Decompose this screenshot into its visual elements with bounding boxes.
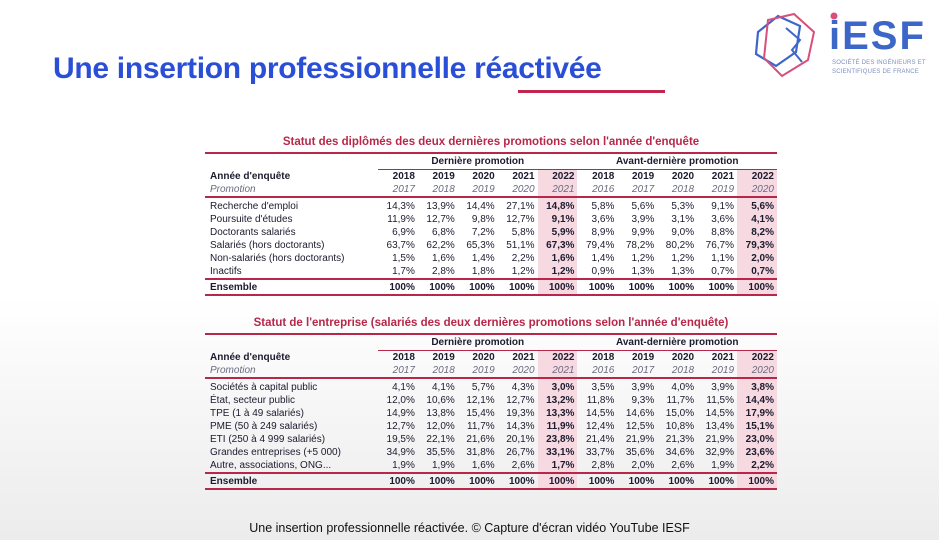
value-cell: 2,8% bbox=[591, 460, 615, 471]
table2-title: Statut de l'entreprise (salariés des deux dernières promotions selon l'année d'enquête) bbox=[205, 315, 777, 335]
value-cell: 9,9% bbox=[631, 227, 655, 238]
value-cell: 1,7% bbox=[392, 266, 415, 277]
value-cell: 10,6% bbox=[426, 395, 455, 406]
value-cell: 3,5% bbox=[591, 382, 615, 393]
value-cell: 3,9% bbox=[631, 214, 655, 225]
row-label: Grandes entreprises (+5 000) bbox=[210, 447, 341, 458]
promotion-cell: 2020 bbox=[498, 183, 538, 197]
group-previous-promotion: Avant-dernière promotion bbox=[577, 335, 777, 351]
promotion-label: Promotion bbox=[205, 183, 378, 197]
value-cell: 4,1% bbox=[431, 382, 455, 393]
value-cell: 21,9% bbox=[705, 434, 735, 445]
total-row bbox=[205, 473, 777, 489]
value-cell: 14,3% bbox=[386, 201, 415, 212]
value-cell: 9,1% bbox=[711, 201, 735, 212]
value-cell: 5,6% bbox=[631, 201, 655, 212]
value-cell: 76,7% bbox=[705, 240, 735, 251]
total-cell: 100% bbox=[418, 473, 458, 489]
table-row bbox=[205, 252, 777, 265]
value-cell: 12,7% bbox=[506, 214, 535, 225]
group-last-promotion: Dernière promotion bbox=[378, 335, 577, 351]
row-label: Sociétés à capital public bbox=[210, 382, 318, 393]
value-cell: 2,6% bbox=[671, 460, 695, 471]
table-statut-entreprise bbox=[205, 315, 777, 490]
row-label: Salariés (hors doctorants) bbox=[210, 240, 325, 251]
value-cell: 7,2% bbox=[471, 227, 495, 238]
promotion-cell: 2018 bbox=[657, 364, 697, 378]
total-cell: 100% bbox=[418, 279, 458, 295]
row-label: Recherche d'emploi bbox=[210, 201, 299, 212]
value-cell: 3,9% bbox=[711, 382, 735, 393]
promotion-cell: 2019 bbox=[697, 364, 737, 378]
total-cell: 100% bbox=[617, 279, 657, 295]
value-cell: 4,3% bbox=[511, 382, 535, 393]
table-row bbox=[205, 378, 777, 394]
value-cell: 17,9% bbox=[737, 407, 777, 420]
value-cell: 12,0% bbox=[386, 395, 415, 406]
value-cell: 5,8% bbox=[511, 227, 535, 238]
value-cell: 67,3% bbox=[538, 239, 578, 252]
value-cell: 4,1% bbox=[737, 213, 777, 226]
value-cell: 3,6% bbox=[591, 214, 615, 225]
value-cell: 1,6% bbox=[538, 252, 578, 265]
row-label: Inactifs bbox=[210, 266, 242, 277]
value-cell: 2,2% bbox=[737, 459, 777, 473]
value-cell: 34,6% bbox=[665, 447, 695, 458]
value-cell: 6,8% bbox=[431, 227, 455, 238]
promotion-label: Promotion bbox=[205, 364, 378, 378]
value-cell: 9,3% bbox=[631, 395, 655, 406]
year-row bbox=[205, 351, 777, 365]
value-cell: 3,8% bbox=[737, 378, 777, 394]
value-cell: 31,8% bbox=[466, 447, 495, 458]
promotion-cell: 2019 bbox=[697, 183, 737, 197]
value-cell: 14,5% bbox=[705, 408, 735, 419]
value-cell: 1,1% bbox=[711, 253, 735, 264]
value-cell: 1,4% bbox=[591, 253, 615, 264]
logo-subtitle-line1: SOCIÉTÉ DES INGÉNIEURS ET bbox=[832, 60, 926, 66]
value-cell: 34,9% bbox=[386, 447, 415, 458]
value-cell: 2,0% bbox=[737, 252, 777, 265]
value-cell: 14,9% bbox=[386, 408, 415, 419]
year-cell: 2020 bbox=[472, 352, 495, 363]
value-cell: 8,2% bbox=[737, 226, 777, 239]
total-cell: 100% bbox=[737, 473, 777, 489]
value-cell: 1,8% bbox=[471, 266, 495, 277]
value-cell: 12,7% bbox=[506, 395, 535, 406]
value-cell: 80,2% bbox=[665, 240, 695, 251]
year-cell: 2022 bbox=[737, 351, 777, 365]
group-spacer bbox=[205, 154, 378, 170]
promotion-cell: 2017 bbox=[378, 183, 418, 197]
value-cell: 14,6% bbox=[625, 408, 655, 419]
promotion-cell: 2016 bbox=[577, 364, 617, 378]
value-cell: 8,8% bbox=[711, 227, 735, 238]
total-label: Ensemble bbox=[205, 473, 378, 489]
total-cell: 100% bbox=[657, 473, 697, 489]
value-cell: 11,7% bbox=[666, 395, 695, 406]
value-cell: 4,1% bbox=[392, 382, 415, 393]
value-cell: 13,9% bbox=[426, 201, 455, 212]
table2-grid bbox=[205, 335, 777, 490]
year-cell: 2022 bbox=[737, 170, 777, 184]
value-cell: 9,8% bbox=[471, 214, 495, 225]
value-cell: 3,9% bbox=[631, 382, 655, 393]
value-cell: 33,1% bbox=[538, 446, 578, 459]
value-cell: 26,7% bbox=[506, 447, 535, 458]
value-cell: 2,6% bbox=[511, 460, 535, 471]
table-row bbox=[205, 433, 777, 446]
image-caption: Une insertion professionnelle réactivée. © Capture d'écran vidéo YouTube IESF bbox=[249, 521, 690, 535]
logo-subtitle-line2: SCIENTIFIQUES DE FRANCE bbox=[832, 69, 919, 75]
total-row bbox=[205, 279, 777, 295]
year-cell: 2022 bbox=[538, 351, 578, 365]
year-cell: 2021 bbox=[711, 171, 735, 182]
value-cell: 4,0% bbox=[671, 382, 695, 393]
table-row bbox=[205, 239, 777, 252]
total-cell: 100% bbox=[737, 279, 777, 295]
value-cell: 5,8% bbox=[591, 201, 615, 212]
value-cell: 12,7% bbox=[386, 421, 415, 432]
value-cell: 1,2% bbox=[631, 253, 655, 264]
total-cell: 100% bbox=[697, 279, 737, 295]
year-cell: 2021 bbox=[711, 352, 735, 363]
title-highlight: réactivée bbox=[474, 52, 602, 85]
promotion-cell: 2018 bbox=[657, 183, 697, 197]
group-header-row bbox=[205, 335, 777, 351]
value-cell: 21,3% bbox=[665, 434, 695, 445]
promotion-cell: 2017 bbox=[617, 364, 657, 378]
row-label: Doctorants salariés bbox=[210, 227, 296, 238]
value-cell: 1,9% bbox=[711, 460, 735, 471]
promotion-cell: 2020 bbox=[737, 364, 777, 378]
year-cell: 2022 bbox=[538, 170, 578, 184]
table-row bbox=[205, 407, 777, 420]
value-cell: 78,2% bbox=[625, 240, 655, 251]
value-cell: 1,2% bbox=[538, 265, 578, 279]
table-row bbox=[205, 394, 777, 407]
value-cell: 2,2% bbox=[511, 253, 535, 264]
year-cell: 2018 bbox=[592, 171, 615, 182]
promotion-cell: 2020 bbox=[737, 183, 777, 197]
year-cell: 2018 bbox=[392, 171, 415, 182]
value-cell: 1,6% bbox=[431, 253, 455, 264]
value-cell: 1,7% bbox=[538, 459, 578, 473]
group-spacer bbox=[205, 335, 378, 351]
total-cell: 100% bbox=[458, 473, 498, 489]
year-label: Année d'enquête bbox=[210, 351, 291, 363]
value-cell: 3,0% bbox=[538, 378, 578, 394]
title-underline bbox=[518, 90, 665, 93]
table-row bbox=[205, 420, 777, 433]
total-cell: 100% bbox=[657, 279, 697, 295]
row-label: Non-salariés (hors doctorants) bbox=[210, 253, 345, 264]
value-cell: 14,5% bbox=[585, 408, 615, 419]
promotion-cell: 2017 bbox=[378, 364, 418, 378]
logo-polygon-blue bbox=[756, 16, 800, 66]
total-cell: 100% bbox=[498, 279, 538, 295]
row-label: TPE (1 à 49 salariés) bbox=[210, 408, 304, 419]
value-cell: 12,1% bbox=[466, 395, 495, 406]
value-cell: 9,0% bbox=[671, 227, 695, 238]
value-cell: 19,3% bbox=[506, 408, 535, 419]
promotion-cell: 2018 bbox=[418, 183, 458, 197]
value-cell: 1,6% bbox=[471, 460, 495, 471]
value-cell: 14,4% bbox=[466, 201, 495, 212]
promotion-cell: 2019 bbox=[458, 364, 498, 378]
row-label: État, secteur public bbox=[210, 395, 296, 406]
value-cell: 12,0% bbox=[426, 421, 455, 432]
total-cell: 100% bbox=[577, 279, 617, 295]
value-cell: 6,9% bbox=[392, 227, 415, 238]
total-cell: 100% bbox=[458, 279, 498, 295]
total-cell: 100% bbox=[498, 473, 538, 489]
value-cell: 11,9% bbox=[387, 214, 415, 225]
group-previous-promotion: Avant-dernière promotion bbox=[577, 154, 777, 170]
total-cell: 100% bbox=[697, 473, 737, 489]
value-cell: 32,9% bbox=[705, 447, 735, 458]
total-cell: 100% bbox=[577, 473, 617, 489]
value-cell: 14,8% bbox=[538, 197, 578, 213]
value-cell: 12,4% bbox=[585, 421, 615, 432]
value-cell: 19,5% bbox=[386, 434, 415, 445]
table-row bbox=[205, 226, 777, 239]
value-cell: 1,3% bbox=[631, 266, 655, 277]
value-cell: 35,6% bbox=[625, 447, 655, 458]
value-cell: 5,9% bbox=[538, 226, 578, 239]
value-cell: 14,4% bbox=[737, 394, 777, 407]
value-cell: 21,6% bbox=[466, 434, 495, 445]
table-statut-diplomes bbox=[205, 134, 777, 296]
table-row bbox=[205, 446, 777, 459]
year-cell: 2020 bbox=[671, 171, 695, 182]
promotion-row bbox=[205, 364, 777, 378]
promotion-cell: 2021 bbox=[538, 364, 578, 378]
promotion-cell: 2021 bbox=[538, 183, 578, 197]
value-cell: 65,3% bbox=[466, 240, 495, 251]
value-cell: 27,1% bbox=[506, 201, 535, 212]
value-cell: 5,6% bbox=[737, 197, 777, 213]
value-cell: 11,5% bbox=[706, 395, 735, 406]
total-cell: 100% bbox=[538, 473, 578, 489]
year-cell: 2021 bbox=[512, 352, 535, 363]
promotion-row bbox=[205, 183, 777, 197]
page-title bbox=[53, 52, 602, 86]
value-cell: 35,5% bbox=[426, 447, 455, 458]
year-cell: 2019 bbox=[432, 171, 455, 182]
value-cell: 5,3% bbox=[671, 201, 695, 212]
row-label: Poursuite d'études bbox=[210, 214, 293, 225]
value-cell: 33,7% bbox=[585, 447, 615, 458]
value-cell: 23,0% bbox=[737, 433, 777, 446]
promotion-cell: 2016 bbox=[577, 183, 617, 197]
value-cell: 62,2% bbox=[426, 240, 455, 251]
value-cell: 11,7% bbox=[467, 421, 495, 432]
value-cell: 8,9% bbox=[591, 227, 615, 238]
value-cell: 79,4% bbox=[585, 240, 615, 251]
table-row bbox=[205, 197, 777, 213]
value-cell: 9,1% bbox=[538, 213, 578, 226]
group-header-row bbox=[205, 154, 777, 170]
row-label: PME (50 à 249 salariés) bbox=[210, 421, 318, 432]
year-cell: 2021 bbox=[512, 171, 535, 182]
value-cell: 1,9% bbox=[392, 460, 415, 471]
year-row bbox=[205, 170, 777, 184]
value-cell: 0,7% bbox=[737, 265, 777, 279]
row-label: ETI (250 à 4 999 salariés) bbox=[210, 434, 326, 445]
value-cell: 15,4% bbox=[466, 408, 495, 419]
value-cell: 79,3% bbox=[737, 239, 777, 252]
row-label: Autre, associations, ONG... bbox=[210, 460, 332, 471]
value-cell: 21,4% bbox=[585, 434, 615, 445]
value-cell: 1,2% bbox=[511, 266, 535, 277]
group-last-promotion: Dernière promotion bbox=[378, 154, 577, 170]
value-cell: 12,7% bbox=[426, 214, 455, 225]
value-cell: 23,6% bbox=[737, 446, 777, 459]
value-cell: 1,2% bbox=[671, 253, 695, 264]
year-cell: 2019 bbox=[432, 352, 455, 363]
promotion-cell: 2017 bbox=[617, 183, 657, 197]
value-cell: 5,7% bbox=[471, 382, 495, 393]
total-cell: 100% bbox=[378, 279, 418, 295]
logo-polygon-pink bbox=[764, 14, 814, 76]
total-label: Ensemble bbox=[205, 279, 378, 295]
year-cell: 2019 bbox=[631, 171, 655, 182]
table1-title: Statut des diplômés des deux dernières promotions selon l'année d'enquête bbox=[205, 134, 777, 154]
year-cell: 2018 bbox=[592, 352, 615, 363]
value-cell: 1,4% bbox=[471, 253, 495, 264]
value-cell: 15,1% bbox=[737, 420, 777, 433]
value-cell: 14,3% bbox=[506, 421, 535, 432]
year-cell: 2020 bbox=[472, 171, 495, 182]
promotion-cell: 2018 bbox=[418, 364, 458, 378]
title-main: Une insertion professionnelle bbox=[53, 52, 475, 85]
value-cell: 12,5% bbox=[625, 421, 655, 432]
year-label: Année d'enquête bbox=[210, 170, 291, 182]
table-row bbox=[205, 265, 777, 279]
total-cell: 100% bbox=[617, 473, 657, 489]
value-cell: 63,7% bbox=[386, 240, 415, 251]
value-cell: 0,9% bbox=[591, 266, 615, 277]
value-cell: 13,3% bbox=[538, 407, 578, 420]
value-cell: 0,7% bbox=[711, 266, 735, 277]
value-cell: 11,8% bbox=[586, 395, 615, 406]
year-cell: 2018 bbox=[392, 352, 415, 363]
table-row bbox=[205, 459, 777, 473]
value-cell: 51,1% bbox=[506, 240, 535, 251]
value-cell: 13,2% bbox=[538, 394, 578, 407]
value-cell: 1,5% bbox=[392, 253, 415, 264]
value-cell: 3,1% bbox=[671, 214, 695, 225]
value-cell: 15,0% bbox=[665, 408, 695, 419]
year-cell: 2020 bbox=[671, 352, 695, 363]
total-cell: 100% bbox=[378, 473, 418, 489]
year-cell: 2019 bbox=[631, 352, 655, 363]
logo-wordmark: iESF bbox=[829, 14, 926, 58]
value-cell: 20,1% bbox=[506, 434, 535, 445]
value-cell: 2,0% bbox=[631, 460, 655, 471]
value-cell: 23,8% bbox=[538, 433, 578, 446]
table-row bbox=[205, 213, 777, 226]
total-cell: 100% bbox=[538, 279, 578, 295]
value-cell: 22,1% bbox=[426, 434, 455, 445]
value-cell: 11,9% bbox=[538, 420, 578, 433]
value-cell: 1,9% bbox=[431, 460, 455, 471]
value-cell: 1,3% bbox=[671, 266, 695, 277]
value-cell: 3,6% bbox=[711, 214, 735, 225]
table1-grid bbox=[205, 154, 777, 296]
promotion-cell: 2020 bbox=[498, 364, 538, 378]
value-cell: 13,8% bbox=[426, 408, 455, 419]
value-cell: 13,4% bbox=[705, 421, 735, 432]
promotion-cell: 2019 bbox=[458, 183, 498, 197]
value-cell: 2,8% bbox=[431, 266, 455, 277]
value-cell: 21,9% bbox=[625, 434, 655, 445]
value-cell: 10,8% bbox=[665, 421, 695, 432]
